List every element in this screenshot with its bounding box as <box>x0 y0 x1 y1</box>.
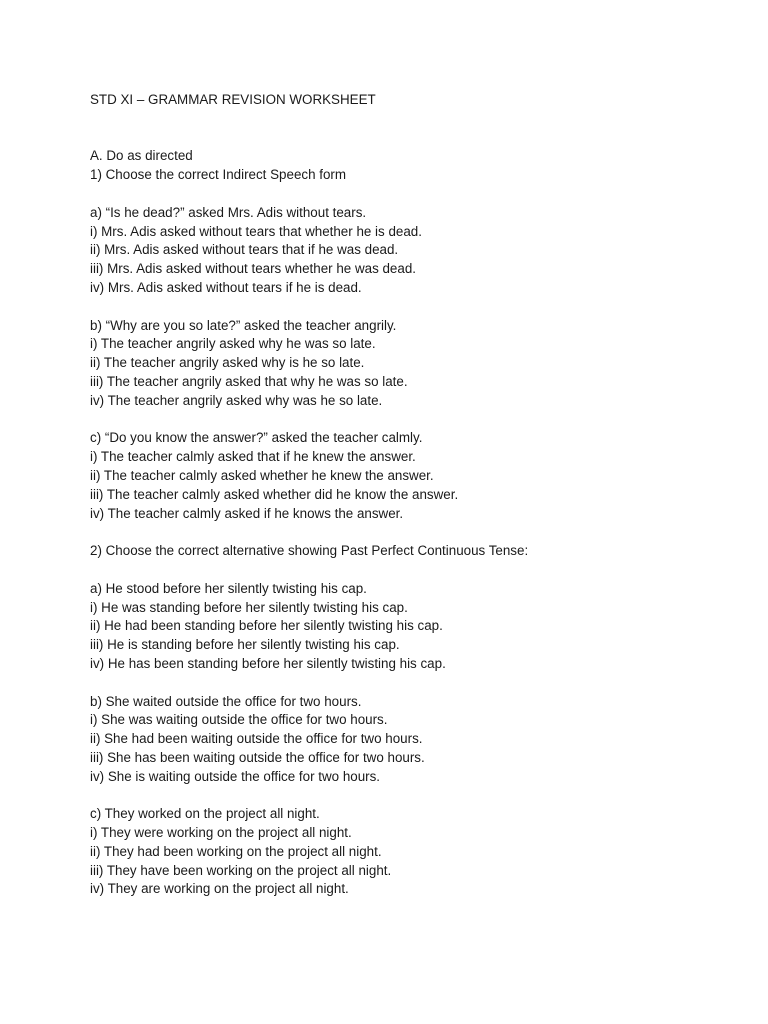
answer-option: i) The teacher angrily asked why he was so late. <box>90 336 376 352</box>
page-title: STD XI – GRAMMAR REVISION WORKSHEET <box>90 92 376 107</box>
question-1a <box>90 204 730 298</box>
answer-option: iv) The teacher angrily asked why was he so late. <box>90 392 383 408</box>
spacer <box>90 185 730 204</box>
question-2-prompt: 2) Choose the correct alternative showing Past Perfect Continuous Tense: <box>90 543 529 559</box>
question-1-prompt: 1) Choose the correct Indirect Speech form <box>90 167 347 183</box>
answer-option: ii) Mrs. Adis asked without tears that if he was dead. <box>90 242 399 258</box>
answer-option: ii) She had been waiting outside the office for two hours. <box>90 731 423 747</box>
question-2b <box>90 693 730 787</box>
answer-option: ii) The teacher angrily asked why is he so late. <box>90 355 365 371</box>
question-stem: c) “Do you know the answer?” asked the teacher calmly. <box>90 430 423 446</box>
answer-option: iii) She has been waiting outside the office for two hours. <box>90 749 425 765</box>
answer-option: iv) She is waiting outside the office for two hours. <box>90 768 381 784</box>
spacer <box>90 298 730 317</box>
question-stem: b) She waited outside the office for two hours. <box>90 693 362 709</box>
question-2c <box>90 805 730 899</box>
answer-option: iv) The teacher calmly asked if he knows the answer. <box>90 505 404 521</box>
spacer <box>90 674 730 693</box>
answer-option: iii) Mrs. Adis asked without tears whether he was dead. <box>90 261 416 277</box>
spacer <box>90 523 730 542</box>
answer-option: iii) The teacher angrily asked that why he was so late. <box>90 373 408 389</box>
answer-option: i) They were working on the project all night. <box>90 825 352 841</box>
answer-option: i) He was standing before her silently twisting his cap. <box>90 599 408 615</box>
answer-option: iii) The teacher calmly asked whether did he know the answer. <box>90 486 459 502</box>
spacer <box>90 561 730 580</box>
spacer <box>90 786 730 805</box>
answer-option: ii) He had been standing before her silently twisting his cap. <box>90 618 443 634</box>
question-stem: c) They worked on the project all night. <box>90 806 320 822</box>
question-2a <box>90 580 730 674</box>
answer-option: iv) They are working on the project all night. <box>90 881 349 897</box>
answer-option: iv) He has been standing before her silently twisting his cap. <box>90 655 446 671</box>
question-stem: a) “Is he dead?” asked Mrs. Adis without tears. <box>90 204 367 220</box>
answer-option: i) She was waiting outside the office for two hours. <box>90 712 388 728</box>
answer-option: i) The teacher calmly asked that if he knew the answer. <box>90 449 416 465</box>
question-stem: a) He stood before her silently twisting his cap. <box>90 580 367 596</box>
answer-option: i) Mrs. Adis asked without tears that whether he is dead. <box>90 223 422 239</box>
answer-option: ii) The teacher calmly asked whether he knew the answer. <box>90 467 434 483</box>
question-stem: b) “Why are you so late?” asked the teacher angrily. <box>90 317 397 333</box>
answer-option: ii) They had been working on the project all night. <box>90 843 382 859</box>
answer-option: iii) He is standing before her silently twisting his cap. <box>90 637 400 653</box>
answer-option: iv) Mrs. Adis asked without tears if he is dead. <box>90 279 362 295</box>
question-1c <box>90 429 730 523</box>
answer-option: iii) They have been working on the project all night. <box>90 862 392 878</box>
spacer <box>90 411 730 430</box>
section-a-heading: A. Do as directed <box>90 148 193 164</box>
worksheet-page <box>90 91 730 899</box>
question-1b <box>90 317 730 411</box>
spacer <box>90 110 730 148</box>
